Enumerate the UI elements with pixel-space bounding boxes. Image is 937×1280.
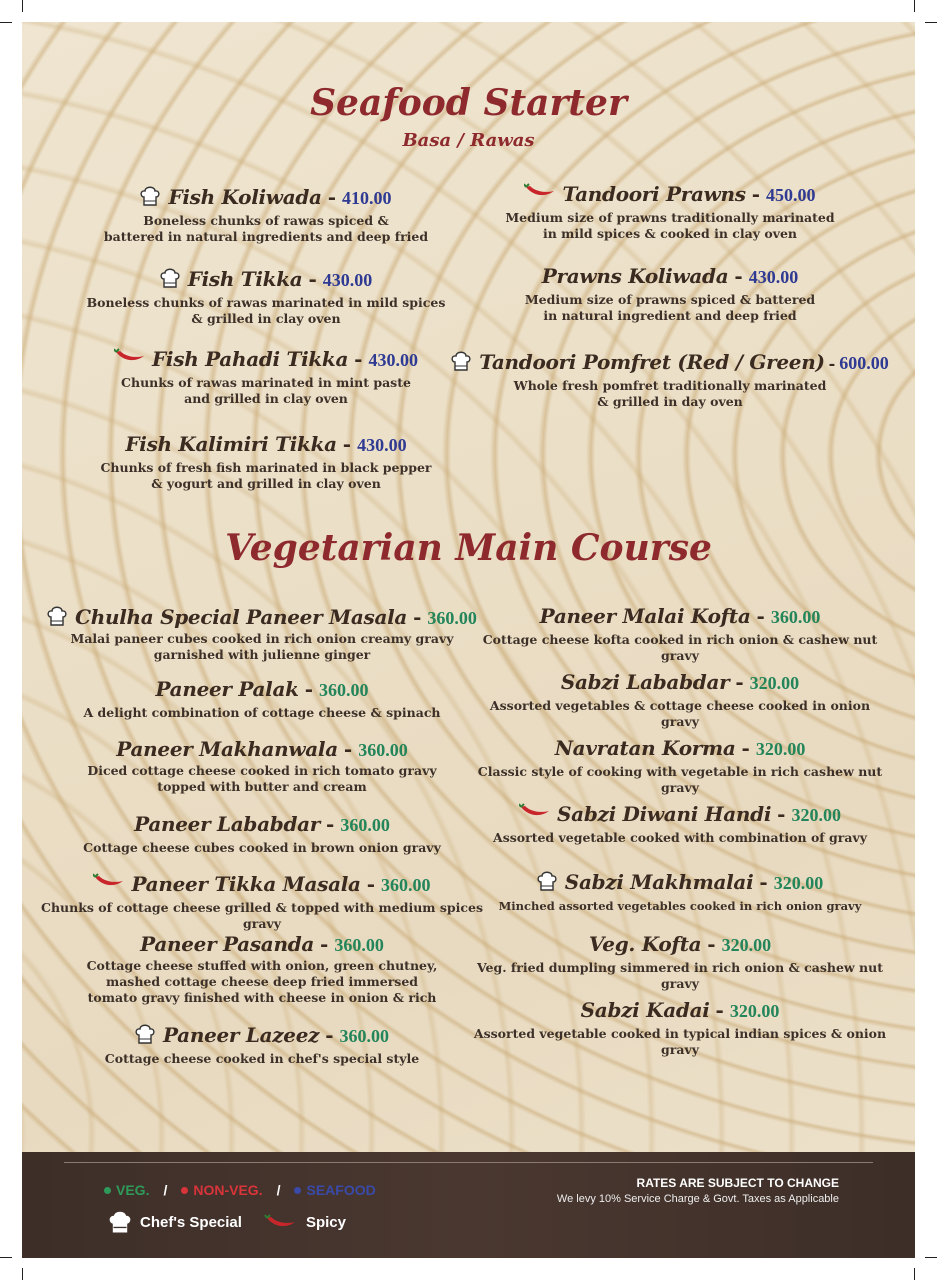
item-price: 430.00 [357, 435, 407, 455]
menu-item: Sabzi Makhmalai - 320.00 Minched assorted vegetables cooked in rich onion gravy [470, 867, 890, 914]
legend-footer [22, 1152, 915, 1258]
item-name: Prawns Koliwada [541, 264, 729, 288]
seafood-section-title: Seafood Starter [310, 82, 627, 124]
veg-section-title: Vegetarian Main Course [225, 527, 712, 569]
chef-hat-icon [47, 605, 67, 627]
menu-item: Chulha Special Paneer Masala - 360.00 Malai paneer cubes cooked in rich onion creamy gravy garnished with julienne ginger [42, 602, 482, 663]
crop-mark [925, 1257, 937, 1258]
item-price: 360.00 [334, 935, 384, 955]
rates-notice [557, 1176, 839, 1205]
crop-mark [914, 1268, 915, 1280]
item-description: Whole fresh pomfret traditionally marinated & grilled in day oven [513, 378, 827, 409]
item-name: Sabzi Diwani Handi [557, 802, 772, 826]
item-description: Classic style of cooking with vegetable in rich cashew nut gravy [477, 764, 883, 795]
chili-icon [114, 348, 146, 364]
item-name: Paneer Palak [155, 677, 299, 701]
menu-item: Prawns Koliwada - 430.00 Medium size of prawns spiced & battered in natural ingredient and deep fried [470, 264, 870, 324]
rates-title: RATES ARE SUBJECT TO CHANGE [636, 1176, 839, 1190]
chef-hat-icon [135, 1023, 155, 1045]
item-description: Cottage cheese stuffed with onion, green chutney, mashed cottage cheese deep fried immersed tomato gravy finished with cheese in onion & rich [86, 958, 438, 1005]
item-price: 430.00 [322, 270, 373, 290]
item-name: Paneer Pasanda [140, 932, 315, 956]
chef-hat-icon [140, 185, 160, 207]
item-price: 360.00 [319, 680, 369, 700]
item-name: Fish Pahadi Tikka [152, 347, 349, 371]
menu-item: Paneer Tikka Masala - 360.00 Chunks of cottage cheese grilled & topped with medium spices gravy [32, 872, 492, 932]
menu-item: Sabzi Kadai - 320.00 Assorted vegetable cooked in typical indian spices & onion gravy [470, 998, 890, 1058]
chef-hat-icon [451, 350, 471, 372]
item-name: Fish Tikka [187, 267, 303, 291]
menu-item: Sabzi Diwani Handi - 320.00 Assorted vegetable cooked with combination of gravy [470, 802, 890, 846]
item-price: 320.00 [729, 1001, 780, 1021]
menu-item: Tandoori Pomfret (Red / Green) - 600.00 Whole fresh pomfret traditionally marinated & grilled in day oven [460, 347, 880, 410]
crop-mark [925, 22, 937, 23]
item-name: Paneer Makhanwala [116, 737, 338, 761]
item-description: Chunks of fresh fish marinated in black pepper & yogurt and grilled in clay oven [100, 460, 432, 491]
item-price: 430.00 [368, 350, 418, 370]
item-description: Cottage cheese kofta cooked in rich onion & cashew nut gravy [482, 632, 878, 663]
legend-separator: / [163, 1182, 168, 1198]
rates-subtext: We levy 10% Service Charge & Govt. Taxes as Applicable [556, 1193, 839, 1205]
item-price: 320.00 [721, 935, 772, 955]
menu-item: Paneer Palak - 360.00 A delight combination of cottage cheese & spinach [62, 677, 462, 721]
item-name: Veg. Kofta [588, 932, 702, 956]
crop-mark [22, 1268, 23, 1280]
menu-item: Paneer Lababdar - 360.00 Cottage cheese cubes cooked in brown onion gravy [62, 812, 462, 856]
menu-item: Fish Kalimiri Tikka - 430.00 Chunks of fresh fish marinated in black pepper & yogurt and grilled in clay oven [82, 432, 450, 492]
item-name: Navratan Korma [554, 736, 736, 760]
item-name: Fish Kalimiri Tikka [125, 432, 337, 456]
veg-label: VEG. [116, 1182, 150, 1198]
menu-item: Paneer Lazeez - 360.00 Cottage cheese cooked in chef's special style [62, 1020, 462, 1067]
item-description: Diced cottage cheese cooked in rich tomato gravy topped with butter and cream [87, 763, 437, 794]
item-description: Cottage cheese cubes cooked in brown onion gravy [83, 840, 441, 855]
footer-divider [64, 1162, 873, 1163]
chili-icon [93, 873, 125, 889]
chef-special-label: Chef's Special [140, 1213, 242, 1231]
menu-item: Sabzi Lababdar - 320.00 Assorted vegetables & cottage cheese cooked in onion gravy [470, 670, 890, 730]
item-name: Tandoori Pomfret (Red / Green) [479, 350, 825, 374]
crop-mark [22, 0, 23, 12]
item-name: Chulha Special Paneer Masala [75, 605, 408, 629]
item-price: 360.00 [770, 607, 821, 627]
chef-hat-icon [537, 870, 557, 892]
menu-item: Paneer Makhanwala - 360.00 Diced cottage cheese cooked in rich tomato gravy topped with butter and cream [62, 737, 462, 795]
item-price: 360.00 [427, 608, 477, 628]
item-description: Chunks of rawas marinated in mint paste and grilled in clay oven [121, 375, 411, 406]
menu-item: Fish Koliwada - 410.00 Boneless chunks of rawas spiced & battered in natural ingredients and deep fried [82, 182, 450, 245]
item-description: Boneless chunks of rawas marinated in mild spices & grilled in clay oven [86, 295, 446, 326]
item-name: Fish Koliwada [168, 185, 322, 209]
item-description: Assorted vegetables & cottage cheese cooked in onion gravy [489, 698, 871, 729]
chef-hat-icon [160, 267, 180, 289]
menu-item: Veg. Kofta - 320.00 Veg. fried dumpling simmered in rich onion & cashew nut gravy [470, 932, 890, 992]
seafood-label: SEAFOOD [306, 1182, 376, 1198]
item-price: 320.00 [773, 873, 824, 893]
menu-page [22, 22, 915, 1258]
item-description: Medium size of prawns spiced & battered in natural ingredient and deep fried [524, 292, 816, 323]
diet-legend [104, 1182, 376, 1198]
item-description: Minched assorted vegetables cooked in rich onion gravy [498, 899, 862, 913]
item-name: Paneer Lababdar [134, 812, 321, 836]
item-description: Medium size of prawns traditionally marinated in mild spices & cooked in clay oven [505, 210, 835, 241]
menu-item: Navratan Korma - 320.00 Classic style of cooking with vegetable in rich cashew nut gravy [470, 736, 890, 796]
item-price: 360.00 [381, 875, 431, 895]
menu-item: Fish Tikka - 430.00 Boneless chunks of rawas marinated in mild spices & grilled in clay oven [82, 264, 450, 327]
item-price: 320.00 [791, 805, 841, 825]
item-price: 320.00 [755, 739, 806, 759]
seafood-dot-icon [294, 1187, 301, 1194]
item-description: Assorted vegetable cooked with combination of gravy [493, 830, 867, 845]
item-name: Paneer Malai Kofta [539, 604, 751, 628]
item-price: 410.00 [342, 188, 392, 208]
item-name: Paneer Tikka Masala [131, 872, 361, 896]
veg-dot-icon [104, 1187, 111, 1194]
menu-item: Paneer Pasanda - 360.00 Cottage cheese stuffed with onion, green chutney, mashed cottage cheese deep fried immersed tomato gravy finished with cheese in onion & rich [62, 932, 462, 1006]
item-description: Chunks of cottage cheese grilled & topped with medium spices gravy [41, 900, 483, 931]
item-name: Tandoori Prawns [562, 182, 746, 206]
chef-hat-icon [108, 1210, 132, 1234]
item-price: 450.00 [766, 185, 816, 205]
item-description: Cottage cheese cooked in chef's special style [104, 1051, 420, 1066]
item-name: Sabzi Lababdar [560, 670, 730, 694]
item-name: Sabzi Kadai [580, 998, 710, 1022]
item-description: Malai paneer cubes cooked in rich onion creamy gravy garnished with julienne ginger [70, 631, 454, 662]
item-description: A delight combination of cottage cheese & spinach [83, 705, 441, 720]
chili-icon [524, 183, 556, 199]
crop-mark [0, 1257, 12, 1258]
item-description: Boneless chunks of rawas spiced & battered in natural ingredients and deep fried [103, 213, 429, 244]
nonveg-dot-icon [181, 1187, 188, 1194]
item-price: 360.00 [339, 1026, 390, 1046]
nonveg-label: NON-VEG. [193, 1182, 263, 1198]
item-price: 600.00 [839, 353, 889, 373]
item-name: Sabzi Makhmalai [564, 870, 754, 894]
crop-mark [0, 22, 12, 23]
item-price: 360.00 [340, 815, 390, 835]
item-description: Veg. fried dumpling simmered in rich onion & cashew nut gravy [476, 960, 883, 991]
chili-icon [519, 803, 551, 819]
spicy-label: Spicy [305, 1213, 346, 1231]
crop-mark [914, 0, 915, 12]
symbol-legend [108, 1210, 346, 1234]
menu-item: Tandoori Prawns - 450.00 Medium size of prawns traditionally marinated in mild spices & cooked in clay oven [470, 182, 870, 242]
menu-item: Paneer Malai Kofta - 360.00 Cottage cheese kofta cooked in rich onion & cashew nut gravy [470, 604, 890, 664]
chili-icon [264, 1214, 298, 1230]
item-price: 360.00 [358, 740, 408, 760]
legend-separator: / [276, 1182, 281, 1198]
item-price: 320.00 [749, 673, 800, 693]
menu-item: Fish Pahadi Tikka - 430.00 Chunks of rawas marinated in mint paste and grilled in clay oven [82, 347, 450, 407]
item-price: 430.00 [748, 267, 799, 287]
item-description: Assorted vegetable cooked in typical indian spices & onion gravy [473, 1026, 887, 1057]
seafood-section-subtitle: Basa / Rawas [402, 130, 535, 151]
item-name: Paneer Lazeez [162, 1023, 320, 1047]
